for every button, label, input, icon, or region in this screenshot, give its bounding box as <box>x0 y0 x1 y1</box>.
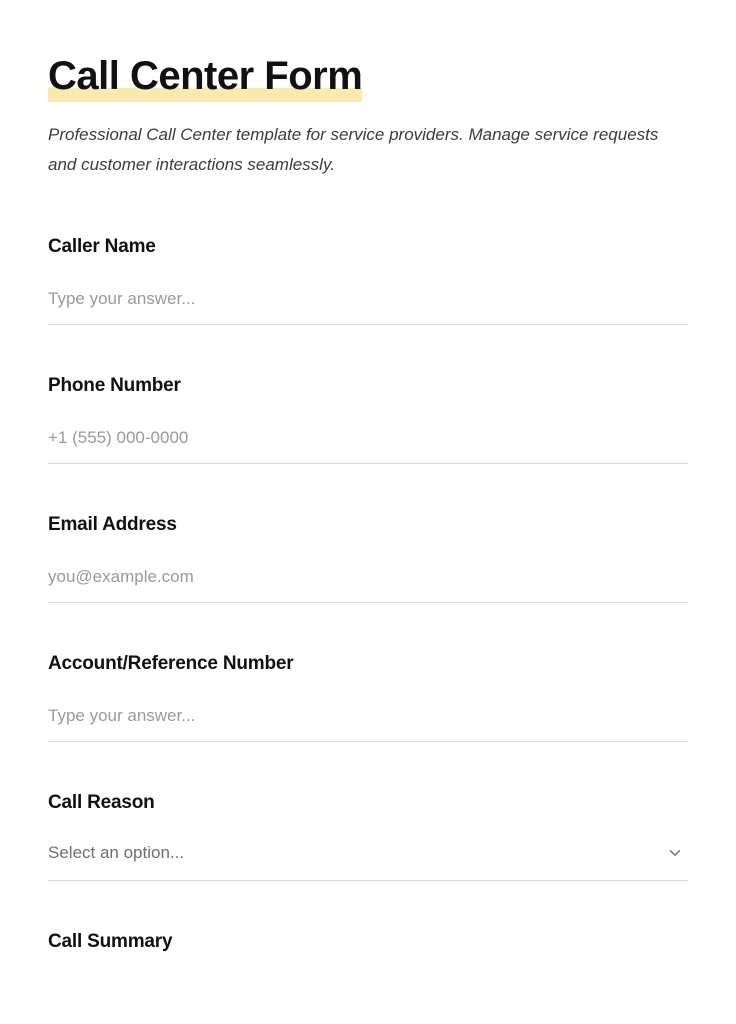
field-email-address <box>48 512 688 603</box>
field-label-call-reason: Call Reason <box>48 792 155 813</box>
field-caller-name <box>48 234 688 325</box>
field-phone-number <box>48 373 688 464</box>
form-description: Professional Call Center template for service providers. Manage service requests and customer interactions seamlessly. <box>48 125 659 174</box>
form-title-text: Call Center Form <box>48 54 363 98</box>
field-account-reference-number <box>48 651 688 742</box>
chevron-down-icon <box>666 844 688 862</box>
phone-number-input[interactable] <box>48 425 688 464</box>
field-label-account-reference-number: Account/Reference Number <box>48 653 294 674</box>
caller-name-input[interactable] <box>48 286 688 325</box>
call-reason-selected-value: Select an option... <box>48 843 185 862</box>
field-label-phone-number: Phone Number <box>48 375 181 396</box>
field-label-email-address: Email Address <box>48 514 177 535</box>
field-call-reason <box>48 790 688 881</box>
account-reference-number-input[interactable] <box>48 703 688 742</box>
field-label-call-summary: Call Summary <box>48 931 173 952</box>
call-reason-select[interactable] <box>48 840 688 881</box>
field-label-caller-name: Caller Name <box>48 236 156 257</box>
field-call-summary <box>48 929 688 955</box>
email-address-input[interactable] <box>48 564 688 603</box>
page-title <box>48 48 362 104</box>
